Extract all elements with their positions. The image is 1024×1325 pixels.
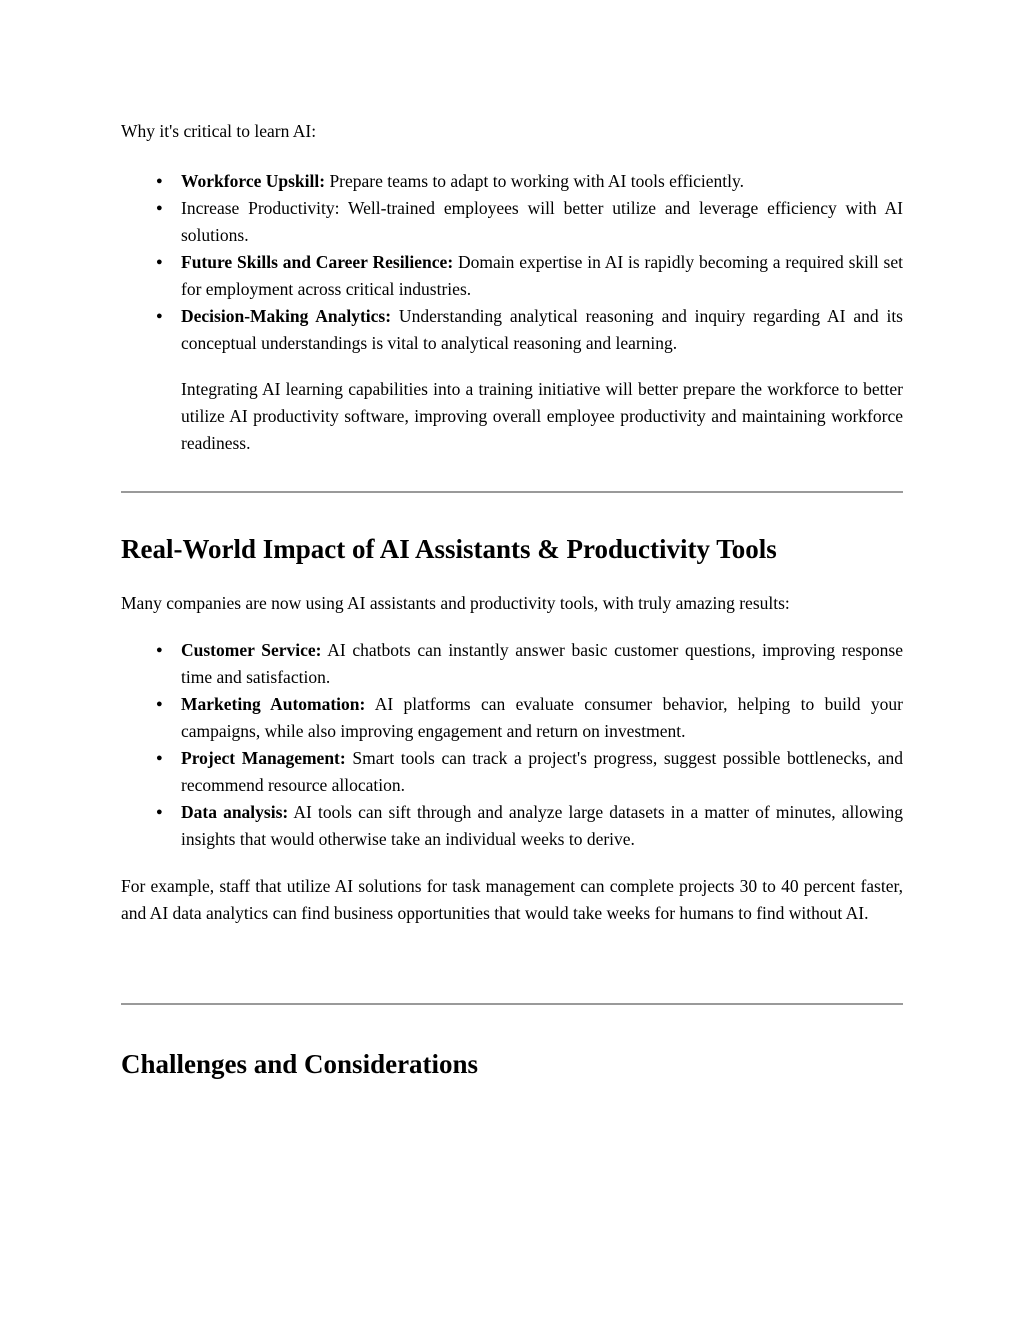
intro-bullet-list <box>121 168 903 357</box>
bullet-text: AI tools can sift through and analyze large datasets in a matter of minutes, allowing insights that would otherwise take an individual weeks to derive. <box>181 802 903 849</box>
list-item <box>121 168 903 195</box>
bullet-term: Workforce Upskill: <box>181 171 326 191</box>
challenges-section-heading: Challenges and Considerations <box>121 1049 479 1079</box>
list-item <box>121 303 903 357</box>
impact-bullet-list <box>121 637 903 853</box>
list-item <box>121 691 903 745</box>
impact-closing-paragraph: For example, staff that utilize AI solutions for task management can complete projects 30 to 40 percent faster, and AI data analytics can find business opportunities that would take weeks for humans to find without AI. <box>121 876 903 923</box>
bullet-text: AI platforms can evaluate consumer behavior, helping to build your campaigns, while also improving engagement and return on investment. <box>181 694 903 741</box>
bullet-text: AI chatbots can instantly answer basic customer questions, improving response time and satisfaction. <box>181 640 903 687</box>
section-divider <box>121 1003 903 1005</box>
bullet-text: Increase Productivity: Well-trained employees will better utilize and leverage efficiency with AI solutions. <box>181 198 903 245</box>
bullet-term: Decision-Making Analytics: <box>181 306 392 326</box>
intro-lead-paragraph: Why it's critical to learn AI: <box>121 121 317 141</box>
bullet-term: Data analysis: <box>181 802 289 822</box>
intro-closing-paragraph: Integrating AI learning capabilities into a training initiative will better prepare the workforce to better utilize AI productivity software, improving overall employee productivity and maintaining workforce readiness. <box>181 379 903 453</box>
list-item <box>121 249 903 303</box>
bullet-text: Smart tools can track a project's progress, suggest possible bottlenecks, and recommend resource allocation. <box>181 748 903 795</box>
bullet-text: Understanding analytical reasoning and inquiry regarding AI and its conceptual understandings is vital to analytical reasoning and learning. <box>181 306 903 353</box>
section-divider <box>121 491 903 493</box>
list-item <box>121 195 903 249</box>
bullet-text: Prepare teams to adapt to working with AI tools efficiently. <box>325 171 744 191</box>
impact-lead-paragraph: Many companies are now using AI assistants and productivity tools, with truly amazing results: <box>121 593 790 613</box>
bullet-term: Project Management: <box>181 748 346 768</box>
bullet-term: Future Skills and Career Resilience: <box>181 252 454 272</box>
bullet-term: Marketing Automation: <box>181 694 366 714</box>
list-item <box>121 745 903 799</box>
list-item <box>121 799 903 853</box>
list-item <box>121 637 903 691</box>
bullet-term: Customer Service: <box>181 640 322 660</box>
impact-section-heading: Real-World Impact of AI Assistants & Productivity Tools <box>121 534 777 564</box>
bullet-text: Domain expertise in AI is rapidly becoming a required skill set for employment across critical industries. <box>181 252 903 299</box>
